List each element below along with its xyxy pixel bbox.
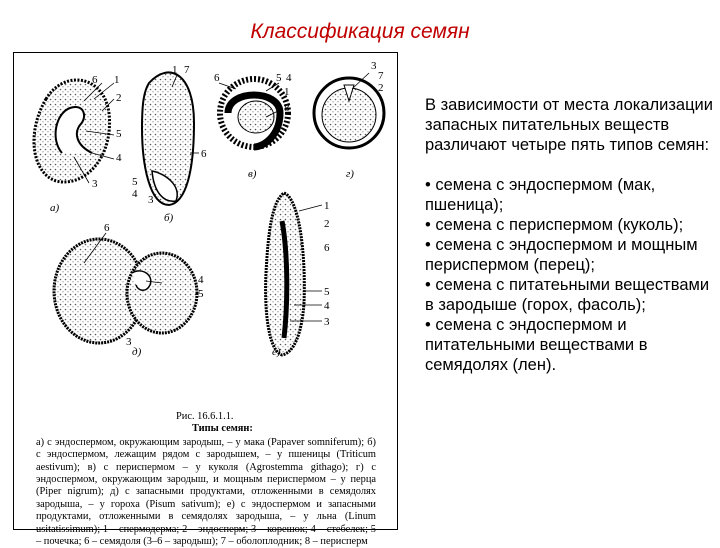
label-5: 5 <box>324 286 330 298</box>
label-4: 4 <box>132 188 138 200</box>
label-6: 6 <box>201 148 207 160</box>
seed-diagram-b <box>142 72 194 205</box>
label-3: 3 <box>371 60 377 72</box>
label-2: 2 <box>116 92 122 104</box>
label-4: 4 <box>286 72 292 84</box>
label-1: 1 <box>324 200 330 212</box>
label-3: 3 <box>148 194 154 206</box>
label-5: 5 <box>198 288 204 300</box>
label-3: 3 <box>324 316 330 328</box>
figure-caption-text: а) с эндоспермом, окружающим зародыш, – у мака (Papaver somniferum); б) с эндоспермом, лежащим рядом с зародышем, – у пшеницы (Triticum aestivum); в) с периспермом – у куколя (Agrostemma githago); г) с эндоспермом, окружающим зародыш, и мощным периспермом – у перца (Piper nigrum); д) с запасными продуктами, отложенными в семядолях зародыша, – у гороха (Pisum sativum); е) с эндоспермом и запасными продуктами, отложенными в семядолях зародыша, – у льна (Linum usitatissimum); 1 – спермодерма; 2 – эндосперм; 3 – корешок; 4 – стебелек; 5 – почечка; 6 – семядоля (3–6 – зародыш); 7 – оболоплодник; 8 – перисперм <box>36 436 376 548</box>
label-8: 8 <box>284 102 290 114</box>
list-item: • семена с периспермом (куколь); <box>425 216 684 234</box>
figure-number: Рис. 16.6.1.1. <box>176 411 234 422</box>
list-item: • семена с эндоспермом (мак, пшеница); <box>425 176 656 214</box>
seed-types-list <box>425 175 715 375</box>
seed-diagram-d <box>54 239 197 343</box>
label-4: 4 <box>116 152 122 164</box>
label-5: 5 <box>116 128 122 140</box>
label-3: 3 <box>126 336 132 348</box>
subfigure-label-e: е) <box>272 346 281 358</box>
label-1: 1 <box>114 74 120 86</box>
label-6: 6 <box>324 242 330 254</box>
subfigure-label-d: д) <box>132 346 142 358</box>
label-6: 6 <box>214 72 220 84</box>
label-1: 1 <box>172 64 178 76</box>
list-item: • семена с эндоспермом и мощным периспермом (перец); <box>425 236 698 274</box>
label-4: 4 <box>198 274 204 286</box>
subfigure-label-g: г) <box>346 168 354 180</box>
label-7: 7 <box>184 64 190 76</box>
intro-paragraph: В зависимости от места локализации запасных питательных веществ различают четыре пять типов семян: <box>425 96 713 154</box>
label-7: 7 <box>378 70 384 82</box>
seed-diagram-e <box>266 193 305 355</box>
seed-diagram-g <box>314 78 384 148</box>
figure-caption-title: Типы семян: <box>192 423 253 435</box>
label-2: 2 <box>378 82 384 94</box>
seed-types-figure <box>13 52 398 548</box>
subfigure-label-v: в) <box>248 168 257 180</box>
slide-title: Классификация семян <box>250 20 470 43</box>
label-4: 4 <box>324 300 330 312</box>
figure-caption <box>36 411 376 548</box>
label-5: 5 <box>132 176 138 188</box>
classification-text <box>425 95 715 375</box>
subfigure-label-b: б) <box>164 212 174 224</box>
label-6: 6 <box>104 222 110 234</box>
list-item: • семена с эндоспермом и питательными веществами в семядолях (лен). <box>425 316 648 374</box>
label-3: 3 <box>92 178 98 190</box>
label-1: 1 <box>284 86 290 98</box>
list-item: • семена с питатеьными веществами в зародыше (горох, фасоль); <box>425 276 710 314</box>
label-6: 6 <box>92 74 98 86</box>
label-5: 5 <box>276 72 282 84</box>
label-2: 2 <box>324 218 330 230</box>
seed-diagram-v <box>220 79 288 147</box>
subfigure-label-a: а) <box>50 202 60 214</box>
